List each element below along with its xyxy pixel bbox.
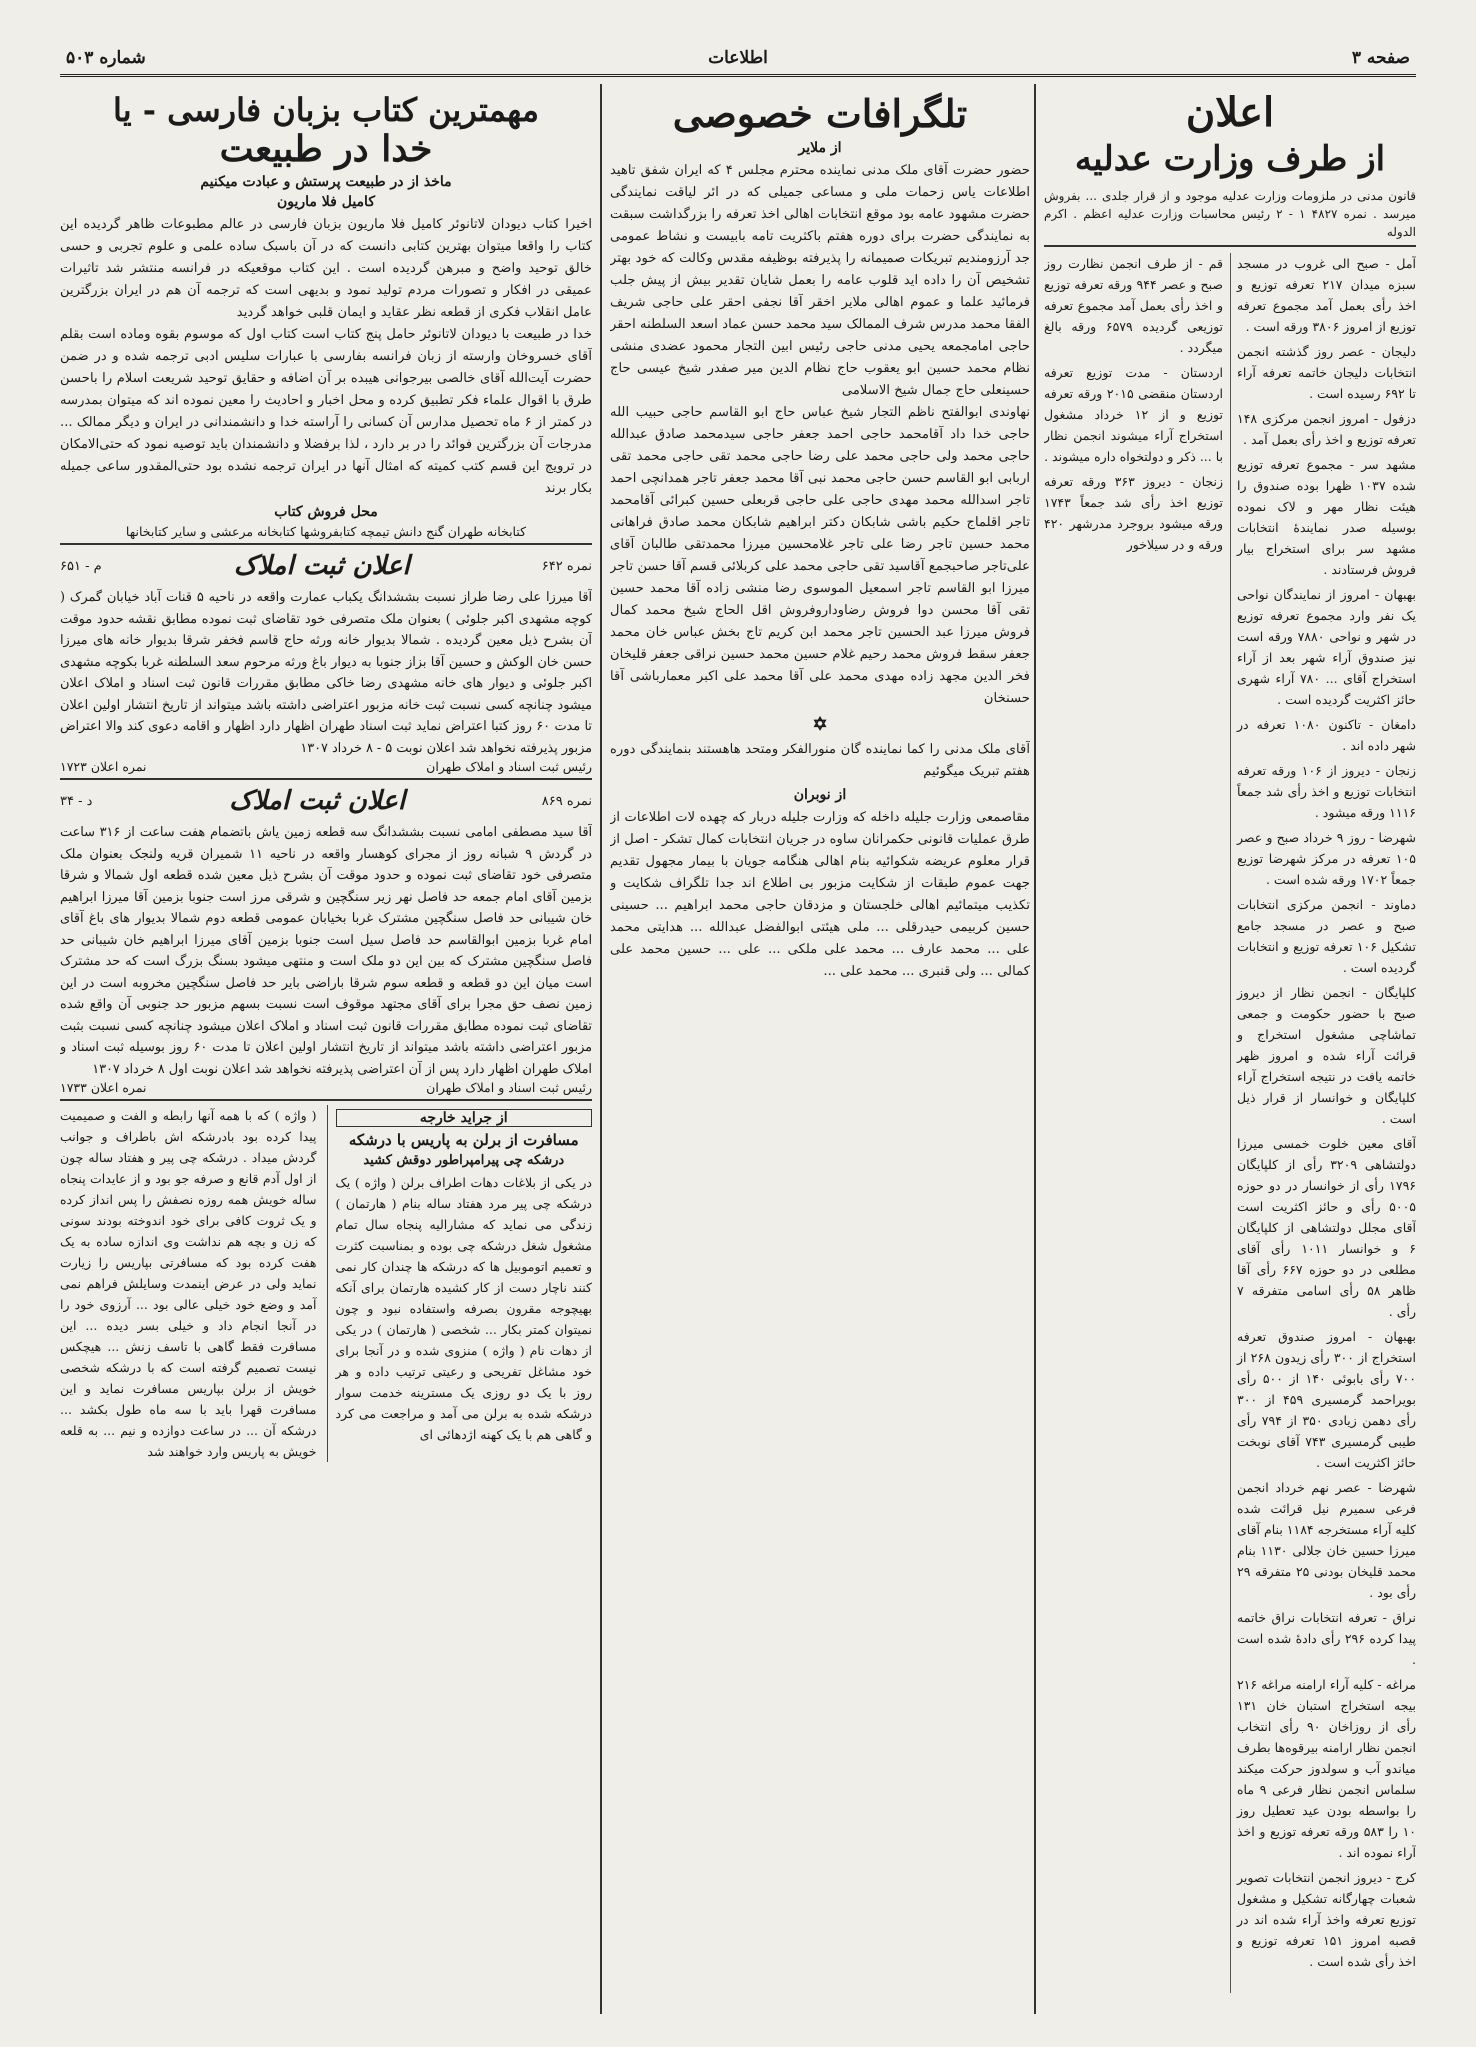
foreign-press-section <box>60 1105 592 1462</box>
telegram-text: آقای ملک مدنی را کما نماینده گان منورالفکر ومتحد هاهستند بنمایندگی دوره هفتم تبریک میگوئیم <box>610 741 1030 779</box>
election-report: دزفول - امروز انجمن مرکزی ۱۴۸ تعرفه توزیع و اخذ رأی بعمل آمد . <box>1237 411 1416 448</box>
issue-number: شماره ۵۰۳ <box>66 48 146 68</box>
middle-column <box>610 84 1030 2014</box>
notice-footer-left: رئیس ثبت اسناد و املاک طهران <box>426 1080 592 1096</box>
election-report: آقای معین خلوت خمسی میرزا دولتشاهی ۳۲۰۹ رأی از کلپایگان ۱۷۹۶ رأی از خوانسار در دو حوزه ۵۰۰۵ رأی و حائز اکثریت است آقای مجلل دولتشاهی از کلپایگان ۶ و خوانسار ۱۰۱۱ رأی آقای مطلعی در دو حوزه ۶۶۷ رأی آقا ظاهر ۵۸ رأی اسامی متفرقه ۷ رأی . <box>1237 1136 1416 1320</box>
sellers-list: کتابخانه طهران گنج دانش تیمچه کتابفروشها کتابخانه مرعشی و سایر کتابخانها <box>125 524 527 540</box>
notice-footer <box>60 759 592 774</box>
right-paragraphs <box>1044 253 1416 1993</box>
book-text: خدا در طبیعت با دیودان لاتانوئر حامل پنج کتاب است کتاب اول که موسوم بقوه وماده است بقلم آقای خسروخان وارسته از زبان فرانسه بفارسی با عبارات سلیس ادبی ترجمه شده و در ضمن حضرت آیت‌الله آقای خالصی بیرجوانی هیبده بر آن اضافه و حقایق توحید شریعت اسلام را باحسن طرق با اقوال علماء فکر تطبیق کرده و محل اخبار و احادیث را معین نموده اند که میتوان بمدرسه در کمتر از ۶ ماه تحصیل مدارس آن کسانی را آراسته خدا و دانشمندانی در ایران و دیگر ممالک ... مدرجات آن بزرگترین فوائد را در بر دارد ، لذا برفضلا و دانشمندان باید توصیه نمود که حتی‌الامکان در ترویج این قسم کتب کمیته که امثال آنها در ایران ترجمه نشده بود حتی‌المقدور ساعی جمیله بکار برند <box>60 327 592 497</box>
foreign-article-right <box>327 1105 593 1462</box>
article-subheadline: درشکه چی پیرامپراطور دوقش کشید <box>363 1153 565 1169</box>
left-column <box>60 84 592 2014</box>
foreign-article-left <box>60 1105 317 1462</box>
notice-text: آقا میرزا علی رضا طراز نسبت بششدانگ یکباب عمارت واقعه در ناحیه ۵ قنات آباد خیابان گمرک ( کوچه مشهدی اکبر جلوئی ) بعنوان ملک متصرفی خود تقاضای ثبت نموده مطابق نقشه حدود موقت آن بشرح ذیل معین گردیده . شمالا بدیوار خانه ورثه حاج قاسم فخفر شرقا بدیوار خانه های میرزا حسن خان الوکش و حسین آقا بزاز جنوبا به دیوار باغ ورثه مرحوم سعد السلطنه غربا بکوچه مشهدی اکبر جلوئی و دیوار های خانه مشهدی رضا خاکی مطابق مقررات قانون ثبت اسناد و املاک اعلان میشود چنانچه کسی نسبت ثبت خانه مزبور اعتراضی داشته باشد میتواند از تاریخ انتشار اولین اعلان تا مدت ۶۰ روز کتبا اعتراض نماید ثبت اسناد طهران اظهار دارد اظهار و اقامه دعوی کند والا اعتراض مزبور پذیرفته نخواهد شد اعلان نوبت ۵ - ۸ خرداد ۱۳۰۷ <box>60 590 592 756</box>
sales-heading: محل فروش کتاب <box>274 504 378 521</box>
column-rule <box>1034 84 1036 2014</box>
notice-text: آقا سید مصطفی امامی نسبت بششدانگ سه قطعه زمین یاش باتضمام هفت ساعت از ۳۱۶ ساعت در گردش ۹ شبانه روز از مجرای کوهسار واقعه در ناحیه ۱۱ شمیران قریه ولنجک بعنوان ملک متصرفی خود تقاضای ثبت نموده و حدود موقت آن بشرح ذیل معین شده قطعه اول شمالا و شرقا بزمین آقای امام جمعه حد فاصل نهر زیر سنگچین و شرقی مرز است جنوبا بزمین آقا میرزا ابراهیم خان شیبانی حد فاصل سنگچین مشترک غربا بخیابان عمومی قطعه دوم شمالا بدیوار های باغ آقای امام غربا بزمین ابوالقاسم حد فاصل سیل است جنوبا بزمین آقای میرزا ابراهیم خان شیبانی حد فاصل سنگچین مشترک که بین این دو ملک است و منتهی میشود بسنگ بزرگ است که حد مشترک است میان این دو قطعه و قطعه سوم شرقا باراضی بایر حد فاصل سنگچین مخروبه است در این زمین نصف حق مجرا برای آقای مجتهد موقوف است نسبت بسهم مزبور حد جنوبی آن واقع شده تقاضای ثبت نموده مطابق مقررات قانون ثبت اسناد و املاک اعلان میشود چنانچه کسی نسبت بثبت مزبور اعتراضی داشته باشد میتواند از تاریخ انتشار اولین اعلان تا مدت ۶۰ روز بوسیله ثبت اسناد و املاک طهران اظهار دارد پس از آن اعتراضی پذیرفته نخواهد شد اعلان نوبت اول ۸ خرداد ۱۳۰۷ <box>60 825 592 1077</box>
telegram-text: مقاصمعی وزارت جلیله داخله که وزارت جلیله دربار که چهده لات اطلاعات از طرق عملیات قانونی حکمرانان ساوه در جریان انتخابات کمال تشکر - اصل از قرار معلوم عریضه شکوائیه بنام اهالی هنگامه جویان با بیمار مجهول تقدیم جهت عموم طبقات از شکایت مزبور بی اطلاع اند جدا تلگراف شکایت و تکذیب میتمائیم اهالی خلجستان و مزدقان حاجی محمد ابراهیم ... حسینی حسین کربیمی حیدرقلی ... ملی هیئتی ابوالفضل عبدالله ... هدایتی محمد علی ... محمد عارف ... محمد علی ملکی ... علی ... حسین محمد علی کمالی ... ولی قنبری ... محمد علی ... <box>610 809 1030 979</box>
masthead <box>60 44 1416 77</box>
election-report: کلپایگان - انجمن نظار از دیروز صبح با حضور حکومت و جمعی تماشاچی مشغول استخراج و قرائت آراء شده و امروز ظهر خاتمه یافت در نتیجه استخراج آراء کلپایگان و خوانسار از قرار ذیل است . <box>1237 985 1416 1127</box>
telegrams-title: تلگرافات خصوصی <box>672 91 968 136</box>
book-title: مهمترین کتاب بزبان فارسی - یا <box>112 91 540 129</box>
book-author: کامیل فلا ماریون <box>277 194 375 211</box>
election-report: دلیجان - عصر روز گذشته انجمن انتخابات دلیجان خاتمه تعرفه آراء تا ۶۹۲ رسیده است . <box>1237 344 1416 402</box>
divider <box>60 543 592 545</box>
notice-footer-right: نمره اعلان ۱۷۳۳ <box>60 1080 147 1096</box>
section-subtitle: از نوبران <box>793 786 847 803</box>
intro-text: قانون مدنی در ملزومات وزارت عدلیه موجود و از قرار جلدی ... بفروش میرسد . نمره ۴۸۲۷ ۱ - ۲ رئیس محاسبات وزارت عدلیه اعظم . اکرم الدوله <box>1044 187 1416 247</box>
election-report: بهبهان - امروز از نمایندگان نواحی یک نفر وارد مجموع تعرفه توزیع در شهر و نواحی ۷۸۸۰ ورقه است نیز صندوق آراء شهر بعد از آراء استخراج آقای ... ۷۸۰ آراء شهری حائز اکثریت گردیده است . <box>1237 587 1416 708</box>
election-report: اردستان - مدت توزیع تعرفه اردستان منقضی ۲۰۱۵ ورقه تعرفه توزیع و از ۱۲ خرداد مشغول استخراج آراء میشوند انجمن نظار با ... ذکر و دولتخواه داره میشوند . <box>1044 365 1224 465</box>
election-report: دامغان - تاکنون ۱۰۸۰ تعرفه در شهر داده اند . <box>1237 717 1416 754</box>
article-text: در یکی از بلاغات دهات اطراف برلن ( واژه ) یک درشکه چی پیر مرد هفتاد ساله بنام ( هارتمان ) زندگی می نماید که مشارالیه پنجاه سال تمام مشغول شغل درشکه چی بوده و بمناسبت کثرت و تعمیم اتوموبیل ها که درشکه ها چندان کار نمی کنند ناچار دست از کار کشیده هارتمان برای آنکه بهیچوجه مقرون بصرفه واستفاده نبود و چون نمیتوان کمتر بکار ... شخصی ( هارتمان ) در یکی از دهات نام ( واژه ) منزوی شده و در آنجا برای خود مشاغل تفریحی و رعیتی ترتیب داده و هر روز با یک دو روزی یک مسترینه خدمت سوار درشکه شده به برلن می آمد و مراجعت می کرد و گاهی هم با یک کهنه اژدهائی ای <box>335 1175 592 1443</box>
election-report: قم - از طرف انجمن نظارت روز صبح و عصر ۹۴۴ ورقه تعرفه توزیع و اخذ رأی بعمل آمد مجموع تعرفه توزیعی گردیده ۶۵۷۹ ورقه بالغ میگردد . <box>1044 256 1223 356</box>
article-text: ( واژه ) که با همه آنها رابطه و الفت و صمیمیت پیدا کرده بود بادرشکه اش باطراف و جوانب گردش میداد . درشکه چی پیر و هفتاد ساله چون از اول آدم قانع و صرفه جو بود و از عایدات پنجاه ساله خویش همه روزه نصفش را پس انداز کرده و یک ثروت کافی برای خود اندوخته بودند سونی که زن و بچه هم نداشت وی اندازه ساده به یک هفت کرده بود که مسافرتی بپاریس را زیارت نماید ولی در عرض اینمدت وسایلش فراهم نمی آمد و وضع خود خیلی عالی بود ... آرزوی خود را در آنجا انجام داد و خیلی بسر دیده ... این مسافرت فقط گاهی با تاسف زنش ... هیچکس نیست تصمیم گرفته است که با درشکه شخصی خویش از برلن بپاریس مسافرت نماید و این مسافرت قهرا باید با سه ماه طول بکشد ... درشکه آن ... در ساعت دوازده و نیم ... به قلعه خویش به پاریس وارد خواهند شد <box>60 1108 317 1460</box>
notice-header <box>60 786 592 816</box>
book-text: اخیرا کتاب دیودان لاتانوئر کامیل فلا ماریون بزبان فارسی در عالم مطبوعات ظاهر گردیده این کتاب را واقعا میتوان بهترین کتابی دانست که در آن باسبک ساده علمی و علوم تجربی و حسی خالق توحید واضح و مبرهن گردیده است . این کتاب موقعیکه در فرانسه منتشر شد تاثیرات عمیقی در افکار و تصورات مردم تولید نمود و بدیهی است که ترجمه آن هم در ایران بزرگترین عامل انقلاب فکری از قطعه نظر عقاید و ایمان قلبی خواهد گردید <box>60 217 592 321</box>
divider <box>60 778 592 780</box>
election-report: زنجان - دیروز از ۱۰۶ ورقه تعرفه انتخابات توزیع و اخذ رأی شد جمعاً ۱۱۱۶ ورقه میشود . <box>1237 763 1416 821</box>
book-tagline: ماخذ از در طبیعت پرستش و عبادت میکنیم <box>200 174 452 191</box>
notice-heading: اعلان ثبت املاک <box>233 551 410 582</box>
election-report: کرج - دیروز انجمن انتخابات تصویر شعبات چهارگانه تشکیل و مشغول توزیع تعرفه واخذ آراء شده اند در قصبه امروز ۱۵۱ تعرفه توزیع و اخذ رأی شده است . <box>1237 1870 1416 1970</box>
divider <box>60 1099 592 1101</box>
notice-footer-left: رئیس ثبت اسناد و املاک طهران <box>426 759 592 775</box>
election-report: نراق - تعرفه انتخابات نراق خاتمه پیدا کرده ۲۹۶ رأی دادهٔ شده است . <box>1237 1610 1416 1668</box>
notice-number: نمره ۸۶۹ <box>541 793 592 809</box>
ministry-title: از طرف وزارت عدلیه <box>1074 139 1386 179</box>
notice-number: نمره ۶۴۲ <box>541 558 592 574</box>
notice-header <box>60 551 592 581</box>
notice-title: اعلان <box>1185 89 1275 136</box>
column-rule <box>600 84 602 2014</box>
notice-code: د - ۳۴ <box>60 793 93 809</box>
paper-name: اطلاعات <box>708 48 768 68</box>
notice-footer-right: نمره اعلان ۱۷۲۳ <box>60 759 147 775</box>
page-number: صفحه ۳ <box>1351 48 1410 68</box>
election-report: مشهد سر - مجموع تعرفه توزیع شده ۱۰۳۷ ظهرا بوده صندوق را هیئت نظار مهر و لاک نموده بوسیله صدر نمایندهٔ انتخابات مشهد سر برای استخراج بیار فروش فرستادند . <box>1237 457 1416 578</box>
election-report: بهبهان - امروز صندوق تعرفه استخراج از ۳۰۰ رأی زیدون ۲۶۸ از ۷۰۰ رأی بابوئی ۱۴۰ از ۵۰۰ رأی بویراحمد گرمسیری ۴۵۹ از ۳۰۰ رأی دهمن زیادی ۳۵۰ از ۷۹۴ رأی طیبی گرمسیری ۷۴۳ آقای نوبخت حائز اکثریت است . <box>1237 1329 1416 1471</box>
election-report: دماوند - انجمن مرکزی انتخابات صبح و عصر در مسجد جامع تشکیل ۱۰۶ تعرفه توزیع و انتخابات گردیده است . <box>1237 897 1416 976</box>
election-report: شهرضا - روز ۹ خرداد صبح و عصر ۱۰۵ تعرفه در مرکز شهرضا توزیع جمعاً ۱۷۰۲ ورقه شده است . <box>1237 830 1416 888</box>
notice-heading: اعلان ثبت املاک <box>229 786 406 817</box>
election-report: آمل - صبح الی غروب در مسجد سبزه میدان ۲۱۷ تعرفه توزیع و اخذ رأی بعمل آمد مجموع تعرفه توزیع از امروز ۳۸۰۶ ورقه است . <box>1237 256 1416 335</box>
article-headline: مسافرت از برلن به پاریس با درشکه <box>348 1131 579 1150</box>
right-column <box>1044 84 1416 2014</box>
election-report: شهرضا - عصر نهم خرداد انجمن فرعی سمیرم نیل قرائت شده کلیه آراء مستخرجه ۱۱۸۴ بنام آقای میرزا حسین خان جلالی ۱۱۳۰ بنام محمد قلیخان بودنی ۲۵ متفرقه ۲۹ رأی بود . <box>1236 1480 1416 1601</box>
election-report: مراغه - کلیه آراء ارامنه مراغه ۲۱۶ بیجه استخراج استبان خان ۱۳۱ رأی از روزاخان ۹۰ رأی انتخاب انجمن نظار ارامنه بیرقوه‌ها بطرف میاندو آب و سولدوز حرکت میکند سلماس انجمن نظار فرعی ۹ ماه را بواسطه بودن عید تعطیل روز ۱۰ را ۵۸۳ ورقه تعرفه توزیع و اخذ آراء نموده اند . <box>1237 1677 1416 1861</box>
section-subtitle: از ملایر <box>798 139 842 156</box>
star-ornament: ✡ <box>812 713 828 735</box>
telegram-text: حضور حضرت آقای ملک مدنی نماینده محترم مجلس ۴ که ایران شفق تاهید اطلاعات یاس زحمات ملی و مساعی جمیلی که در ائر لیاقت نمایندگی حضرت مشهود عامه بود موقع انتخابات اهالی اخذ تعرفه را بزرگداشت سبقت به نمایندگی حضرت برای دوره هفتم باکثریت تامه بابیست و نشاط عمومی جد آرزومندیم تبریکات صمیمانه را پذیرفته بوظیفه مقدس وکالت که خود بهتر تشخیص آن را داده اید قلوب عامه را بعمل شایان تقدیر بیش از پیش جلب فرمائید علما و عموم اهالی ملایر اخقر آقا نجفی احقر علی حاجی شریف الفقا محمد مدرس شرف الممالک سید محمد حسن عماد اسعد السلطنه احقر حاجی امامجمعه یحیی مدنی حاجی رئیس ابین التجار محمود عضدی منشی نظام محمد حسین ابو یعقوب حاج نظام الدین میر صفدر شیخ عیسی حاج حسینعلی حاج جمال شیخ الاسلامی <box>610 162 1030 398</box>
book-subtitle: خدا در طبیعت <box>219 127 433 170</box>
notice-footer <box>60 1080 592 1095</box>
election-report: زنجان - دیروز ۳۶۳ ورقه تعرفه توزیع اخذ رأی شد جمعاً ۱۷۴۳ ورقه میشود بروجرد مدرشهر ۴۲۰ ورقه و در سیلاخور <box>1044 474 1224 553</box>
notice-code: م - ۶۵۱ <box>60 558 102 574</box>
foreign-press-heading: از جراید خارجه <box>336 1109 593 1127</box>
telegram-text: نهاوندی ابوالفتح ناظم التجار شیخ عباس حاج ابو القاسم حاجی حبیب الله حاجی خدا داد آقامحمد حاجی احمد جعفر حاجی سیدمحمد صادق عبدالله حاجی محمد ولی حاجی محمد علی رضا حاجی محمد تقی حاجی محمد تقی اربابی ابو القاسم حسن حاجی محمد نبی آقا محمد جعفر تاجر همدانچی احمد تاجر اسدالله محمد مهدی حاجی علی حاجی قربعلی حسین کبرائی آقامحمد تاجر اقلماج حکیم باشی شابکان دکتر ابراهیم شابکان محمد صادق فراهانی محمد حسین تاجر رضا علی تاجر غلامحسین میرزا محمدتقی طالبان آقای علی‌تاجر صاحبجمع آقاسید تقی حاجی محمد علی کربلائی قسم آقا حسن تاجر میرزا ابو القاسم تاجر اسمعیل الموسوی رضا منشی زاده آقا محمد حسین تقی آقا محسن دوا فروش رضاوداروفروش اقل الحاج شیخ محمد کمال فروش میرزا عبد الحسین تاجر محمد ابن کریم تاج بخش عباس خان محمد جعفر سقط فروش محمد رحیم غلام حسین محمد حسین نراقی جعفر قلیخان فخر الدین مجهد زاده مهدی محمد علی آقا محمد علی اکبر معمارباشی آقا حسنخان <box>610 404 1030 706</box>
